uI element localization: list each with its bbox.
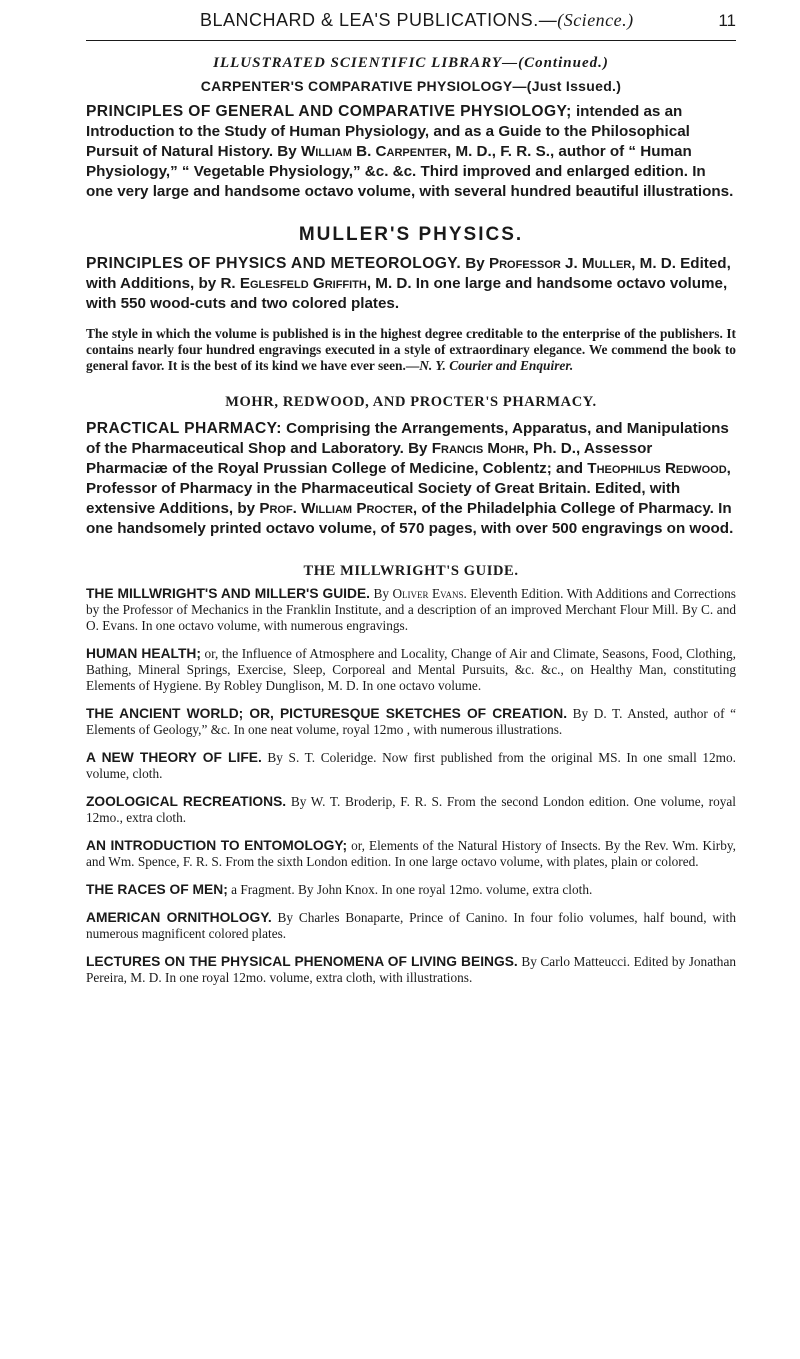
pharmacy-text-4: , of the Philadelphia College of Pharmacy. In one handsomely printed octavo volume, of 570 pages, with over 500 engravings on wood. [86,500,734,537]
series-title: ILLUSTRATED SCIENTIFIC LIBRARY—(Continued.) [213,55,609,71]
running-head-title [200,10,634,31]
catalog-entry [86,910,736,942]
pharmacy-author-3: Prof. William Procter [259,500,413,517]
carpenter-title: PRINCIPLES OF GENERAL AND COMPARATIVE PHYSIOLOGY; [86,103,572,120]
catalog-entry [86,706,736,738]
entry-text: By [370,586,393,601]
entry-head: A NEW THEORY OF LIFE. [86,750,262,765]
entry-text: By W. T. Broderip, F. R. S. From the second London edition. One volume, royal 12mo., extra cloth. [86,794,736,825]
catalog-entry [86,882,736,898]
pharmacy-author-2: Theophilus Redwood [587,460,727,477]
entry-text: By Charles Bonaparte, Prince of Canino. In four folio volumes, half bound, with numerous magnificent colored plates. [86,910,736,941]
muller-text-2: , M. D. Edited, with Additions, by [86,255,731,292]
muller-review [86,326,736,374]
catalog-entry [86,646,736,694]
catalog-list [86,586,736,986]
millwright-heading: THE MILLWRIGHT'S GUIDE. [303,563,519,579]
entry-head: ZOOLOGICAL RECREATIONS. [86,794,287,809]
carpenter-entry [86,102,736,202]
pharmacy-title: PRACTICAL PHARMACY: [86,420,282,437]
muller-author: Professor J. Muller [488,255,632,272]
entry-head: HUMAN HEALTH; [86,646,201,661]
entry-head: AN INTRODUCTION TO ENTOMOLOGY; [86,838,348,853]
entry-text: By Carlo Matteucci. Edited by Jonathan Pereira, M. D. In one royal 12mo. volume, extra cloth, with illustrations. [86,954,736,985]
muller-text: By [465,255,485,272]
pharmacy-text-3: , Professor of Pharmacy in the Pharmaceutical Society of Great Britain. Edited, with extensive Additions, by [86,460,731,517]
pharmacy-author-1: Francis Mohr [431,440,525,457]
entry-head: AMERICAN ORNITHOLOGY. [86,910,272,925]
catalog-entry [86,954,736,986]
catalog-entry [86,838,736,870]
entry-text: By S. T. Coleridge. Now first published from the original MS. In one small 12mo. volume, cloth. [86,750,736,781]
entry-text: a Fragment. By John Knox. In one royal 12mo. volume, extra cloth. [227,882,593,897]
publisher-name: BLANCHARD & LEA'S PUBLICATIONS.— [200,10,558,30]
muller-review-source: N. Y. Courier and Enquirer. [419,358,574,373]
entry-head: THE ANCIENT WORLD; OR, PICTURESQUE SKETCHES OF CREATION. [86,706,568,721]
muller-editor: R. Eglesfeld Griffith [220,275,367,292]
muller-entry [86,254,736,314]
entry-head: THE RACES OF MEN; [86,882,228,897]
carpenter-text: intended as an Introduction to the Study of Human Physiology, and as a Guide to the Philosophical Pursuit of Natural History. By [86,103,690,160]
entry-author: Oliver Evans [392,586,464,601]
entry-head: LECTURES ON THE PHYSICAL PHENOMENA OF LIVING BEINGS. [86,954,518,969]
pharmacy-text: Comprising the Arrangements, Apparatus, and Manipulations of the Pharmaceutical Shop and Laboratory. By [86,420,729,457]
muller-review-text: The style in which the volume is published is in the highest degree creditable to the enterprise of the publishers. It contains nearly four hundred engravings executed in a style of extraordinary elegance. We commend the book to general favor. It is the best of its kind we have ever seen.— [86,326,736,373]
catalog-entry [86,586,736,634]
entry-head: THE MILLWRIGHT'S AND MILLER'S GUIDE. [86,586,371,601]
carpenter-subhead: CARPENTER'S COMPARATIVE PHYSIOLOGY—(Just Issued.) [200,78,622,94]
category-label: (Science.) [557,10,634,30]
muller-heading: MULLER'S PHYSICS. [298,224,524,245]
running-head [86,0,736,41]
pharmacy-heading: MOHR, REDWOOD, AND PROCTER'S PHARMACY. [225,394,597,410]
entry-text: or, Elements of the Natural History of Insects. By the Rev. Wm. Kirby, and Wm. Spence, F. R. S. From the sixth London edition. In one large octavo volume, with plates, plain or colored. [86,838,736,869]
muller-title: PRINCIPLES OF PHYSICS AND METEOROLOGY. [86,255,462,272]
pharmacy-entry [86,419,736,539]
carpenter-text-rest: , M. D., F. R. S., author of “ Human Physiology,” “ Vegetable Physiology,” &c. &c. Third improved and enlarged edition. In one very large and handsome octavo volume, with several hundred beautiful illustrations. [86,143,734,200]
entry-text: or, the Influence of Atmosphere and Locality, Change of Air and Climate, Seasons, Food, Clothing, Bathing, Mineral Springs, Exercise, Sleep, Corporeal and Mental Pursuits, &c. &c., on Healthy Man, constituting Elements of Hygiene. By Robley Dunglison, M. D. In one octavo volume. [86,646,736,693]
catalog-entry [86,794,736,826]
pharmacy-text-2: , Ph. D., Assessor Pharmaciæ of the Royal Prussian College of Medicine, Coblentz; and [86,440,653,477]
muller-text-3: , M. D. In one large and handsome octavo volume, with 550 wood-cuts and two colored plates. [86,275,728,312]
catalog-entry [86,750,736,782]
entry-text: By D. T. Ansted, author of “ Elements of Geology,” &c. In one neat volume, royal 12mo , with numerous illustrations. [86,706,736,737]
page-number: 11 [718,11,736,30]
entry-text: . Eleventh Edition. With Additions and Corrections by the Professor of Mechanics in the Franklin Institute, and a description of an improved Merchant Flour Mill. By C. and O. Evans. In one octavo volume, with numerous engravings. [86,586,736,633]
carpenter-author: William B. Carpenter [300,143,448,160]
